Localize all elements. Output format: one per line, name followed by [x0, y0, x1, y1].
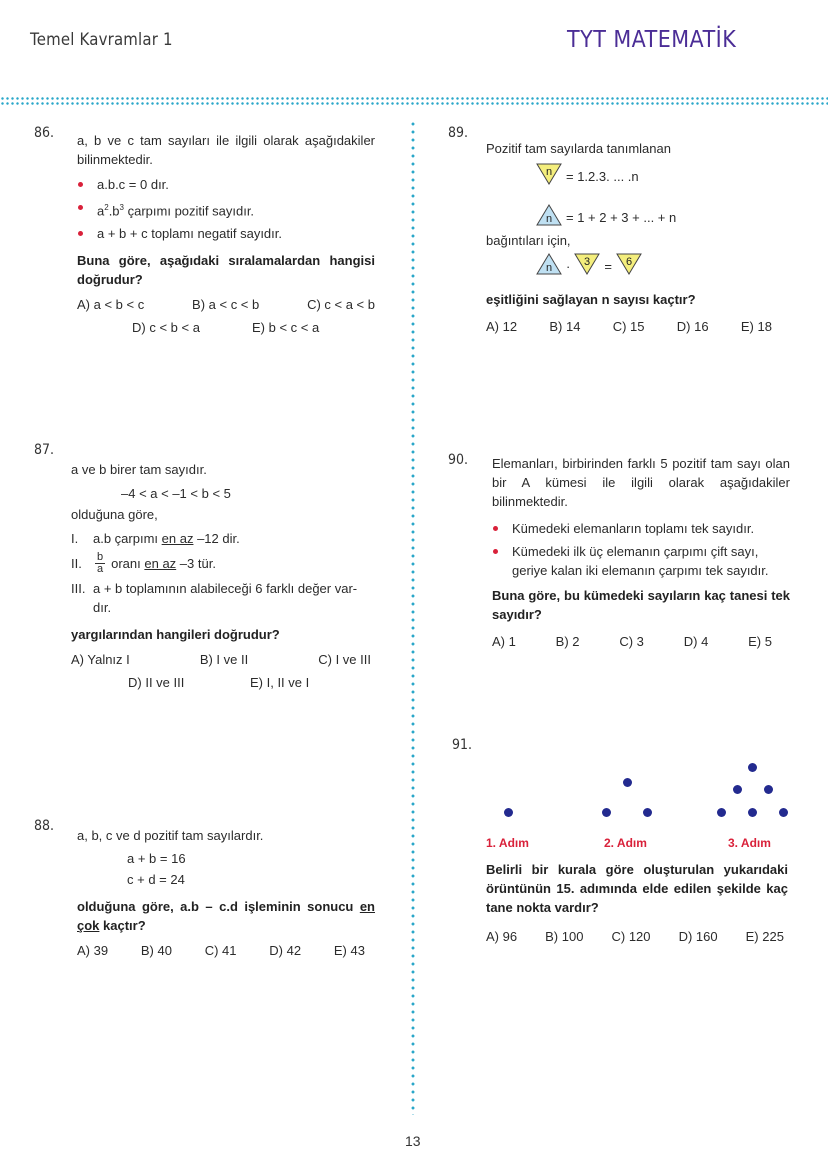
- up-triangle-icon: [536, 253, 562, 280]
- question-88: [77, 826, 375, 960]
- q86-option-b[interactable]: B) a < c < b: [192, 297, 260, 313]
- q86-options-row1: [77, 295, 375, 314]
- q86-condition-3: a + b + c toplamı negatif sayıdır.: [77, 224, 375, 243]
- q89-option-a[interactable]: A) 12: [486, 319, 518, 334]
- q91-prompt: Belirli bir kurala göre oluşturulan yukarıdaki örüntünün 15. adımında elde edilen şekilde kaç tane nokta vardır?: [486, 862, 788, 915]
- q90-options: [492, 632, 790, 651]
- svg-text:6: 6: [625, 256, 632, 268]
- q86-prompt: Buna göre, aşağıdaki sıralamalardan hangisi doğrudur?: [77, 253, 375, 288]
- pattern-dot: [748, 808, 757, 817]
- q88-intro: a, b, c ve d pozitif tam sayılardır.: [77, 828, 264, 843]
- q86-option-c[interactable]: C) c < a < b: [307, 297, 375, 313]
- q87-option-a[interactable]: A) Yalnız I: [71, 652, 130, 667]
- pattern-dot: [643, 808, 652, 817]
- q88-option-d[interactable]: D) 42: [269, 943, 302, 958]
- svg-text:n: n: [545, 166, 553, 178]
- q88-prompt: olduğuna göre, a.b – c.d işleminin sonucu en çok kaçtır?: [77, 899, 375, 933]
- q88-option-a[interactable]: A) 39: [77, 943, 109, 958]
- q88-equation-2: c + d = 24: [127, 872, 185, 887]
- step-label-1: 1. Adım: [486, 836, 529, 850]
- q87-inequality: –4 < a < –1 < b < 5: [121, 486, 231, 501]
- q91-option-b[interactable]: B) 100: [545, 929, 584, 944]
- question-number-90: 90.: [448, 452, 469, 468]
- q86-options-row2: [77, 318, 375, 337]
- q91-option-e[interactable]: E) 225: [745, 929, 784, 944]
- q89-option-e[interactable]: E) 18: [740, 319, 772, 334]
- q91-option-c[interactable]: C) 120: [611, 929, 651, 944]
- question-number-91: 91.: [452, 737, 473, 753]
- column-dotted-divider: [410, 120, 416, 1115]
- q86-option-e[interactable]: E) b < c < a: [252, 320, 320, 336]
- q86-conditions: [77, 175, 375, 243]
- svg-text:3: 3: [584, 256, 591, 268]
- page-number: 13: [405, 1133, 421, 1149]
- up-triangle-icon: [536, 204, 562, 231]
- q87-option-d[interactable]: D) II ve III: [128, 675, 185, 690]
- q89-equation: n · 3 = 6: [486, 253, 786, 280]
- q86-condition-2: $a^2.b^3$ çarpımı pozitif sayıdır.: [77, 198, 375, 220]
- question-number-87: 87.: [34, 442, 55, 458]
- q87-options-row1: [71, 650, 377, 669]
- pattern-dot: [764, 785, 773, 794]
- question-91: [486, 860, 788, 946]
- question-90: [492, 454, 790, 651]
- header-dotted-divider: [0, 96, 828, 106]
- q87-option-b[interactable]: B) I ve II: [199, 652, 249, 667]
- q90-prompt: Buna göre, bu kümedeki sayıların kaç tanesi tek sayıdır?: [492, 588, 790, 622]
- chapter-title: Temel Kavramlar 1: [30, 30, 173, 50]
- q90-option-d[interactable]: D) 4: [683, 634, 709, 649]
- q87-statement-2: II. $\frac{b}{a}$ oranı en az –3 tür.: [71, 551, 216, 575]
- pattern-dot: [602, 808, 611, 817]
- step-label-2: 2. Adım: [604, 836, 647, 850]
- question-number-89: 89.: [448, 125, 469, 141]
- q88-equation-1: a + b = 16: [127, 851, 186, 866]
- q87-given: olduğuna göre,: [71, 507, 158, 522]
- q90-intro: Elemanları, birbirinden farklı 5 pozitif tam sayı olan bir A kümesi ile ilgili olarak aşağıdakiler bilinmektedir.: [492, 456, 790, 509]
- q87-options-row2: [71, 673, 377, 692]
- q90-option-b[interactable]: B) 2: [555, 634, 580, 649]
- svg-text:n: n: [545, 262, 553, 274]
- q88-option-e[interactable]: E) 43: [333, 943, 365, 958]
- q89-intro: Pozitif tam sayılarda tanımlanan: [486, 141, 671, 156]
- q90-condition-2: Kümedeki ilk üç elemanın çarpımı çift sayı, geriye kalan iki elemanın çarpımı tek sayıdır.: [492, 542, 790, 580]
- q89-option-b[interactable]: B) 14: [549, 319, 581, 334]
- question-number-88: 88.: [34, 818, 55, 834]
- pattern-dot: [623, 778, 632, 787]
- question-87: [71, 460, 377, 692]
- down-triangle-icon: [536, 163, 562, 190]
- pattern-dot: [717, 808, 726, 817]
- q90-option-c[interactable]: C) 3: [619, 634, 644, 649]
- q87-option-c[interactable]: C) I ve III: [318, 652, 371, 667]
- q86-option-a[interactable]: A) a < b < c: [77, 297, 145, 313]
- q87-option-e[interactable]: E) I, II ve I: [250, 675, 310, 690]
- q88-option-b[interactable]: B) 40: [140, 943, 172, 958]
- q87-statement-1: I. a.b çarpımı en az –12 dir.: [71, 531, 240, 546]
- q89-prompt: eşitliğini sağlayan n sayısı kaçtır?: [486, 292, 696, 307]
- q90-option-e[interactable]: E) 5: [748, 634, 772, 649]
- q90-option-a[interactable]: A) 1: [492, 634, 516, 649]
- question-number-86: 86.: [34, 125, 55, 141]
- q86-option-d[interactable]: D) c < b < a: [132, 320, 200, 336]
- q87-prompt: yargılarından hangileri doğrudur?: [71, 627, 280, 642]
- down-triangle-icon: [574, 253, 600, 280]
- q91-option-a[interactable]: A) 96: [486, 929, 518, 944]
- q86-intro: a, b ve c tam sayıları ile ilgili olarak aşağıdakiler bilinmektedir.: [77, 133, 375, 167]
- pattern-dot: [748, 763, 757, 772]
- q89-option-c[interactable]: C) 15: [612, 319, 645, 334]
- q90-condition-1: Kümedeki elemanların toplamı tek sayıdır.: [492, 519, 790, 538]
- down-triangle-icon: [616, 253, 642, 280]
- q89-options: [486, 317, 786, 336]
- q89-relations: bağıntıları için,: [486, 233, 571, 248]
- pattern-dot: [733, 785, 742, 794]
- q88-option-c[interactable]: C) 41: [204, 943, 237, 958]
- q86-condition-1: a.b.c = 0 dır.: [77, 175, 375, 194]
- svg-text:n: n: [545, 213, 553, 225]
- subject-title: TYT MATEMATİK: [567, 27, 737, 53]
- question-86: [77, 131, 375, 337]
- step-label-3: 3. Adım: [728, 836, 771, 850]
- q91-options: [486, 927, 788, 946]
- q91-option-d[interactable]: D) 160: [678, 929, 718, 944]
- q89-option-d[interactable]: D) 16: [676, 319, 709, 334]
- q89-definition-2: n = 1 + 2 + 3 + ... + n: [486, 204, 786, 231]
- q89-definition-1: n = 1.2.3. ... .n: [486, 163, 786, 190]
- fraction-b-over-a: $\frac{b}{a}$: [97, 551, 104, 575]
- q88-options: [77, 941, 375, 960]
- pattern-dot: [504, 808, 513, 817]
- pattern-dot: [779, 808, 788, 817]
- q87-intro: a ve b birer tam sayıdır.: [71, 462, 207, 477]
- q90-conditions: [492, 519, 790, 580]
- question-89: [486, 139, 786, 336]
- q87-statement-3: III. a + b toplamının alabileceği 6 farklı değer var-dır.: [71, 581, 358, 615]
